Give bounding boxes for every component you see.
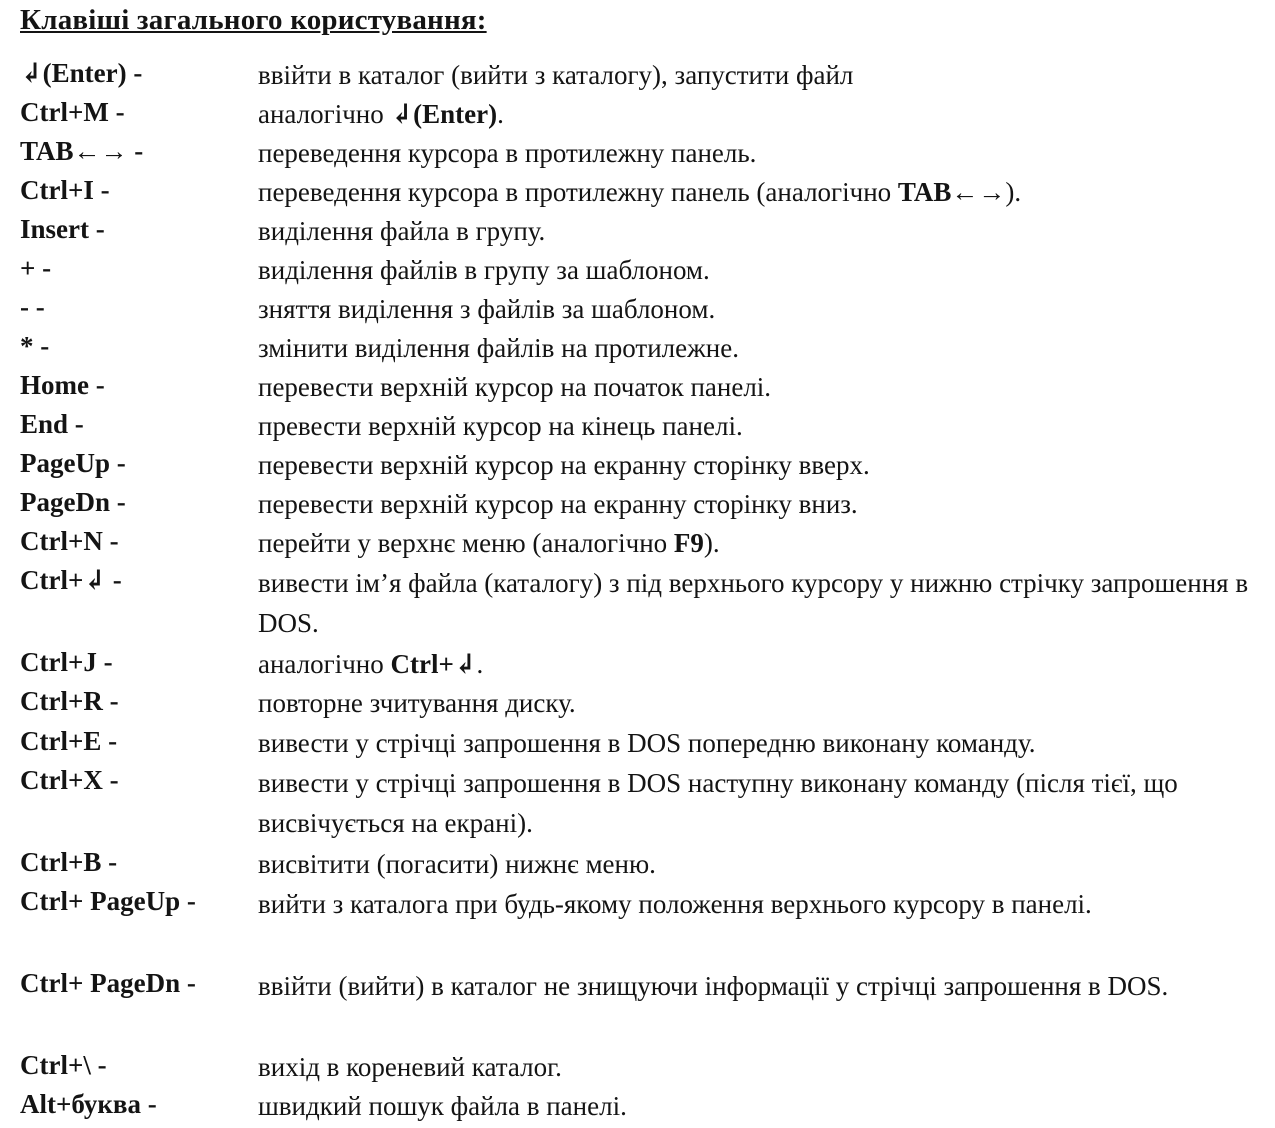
shortcut-description: перевести верхній курсор на початок панелі. [258, 372, 772, 402]
shortcut-description: зняття виділення з файлів за шаблоном. [258, 294, 716, 324]
shortcut-description: ввійти (вийти) в каталог не знищуючи інформації у стрічці запрошення в DOS. [258, 971, 1169, 1001]
shortcut-description: вивести ім’я файла (каталогу) з під верхнього курсору у нижню стрічку запрошення в DOS. [258, 568, 1249, 638]
shortcut-key: Ctrl+E - [20, 726, 118, 756]
shortcut-key: ↲(Enter) - [20, 58, 143, 88]
shortcut-key: Ctrl+N - [20, 526, 119, 556]
shortcut-key: Ctrl+J - [20, 647, 113, 677]
page-title: Клавіші загального користування: [20, 4, 487, 36]
shortcut-key: * - [20, 331, 50, 361]
inline-key-reference: TAB←→ [897, 177, 1006, 207]
shortcut-key: + - [20, 253, 52, 283]
shortcut-key: Ctrl+M - [20, 97, 125, 127]
shortcut-description: аналогічно ↲(Enter). [258, 99, 504, 129]
shortcut-key: Ctrl+↲ - [20, 565, 122, 595]
shortcut-description: вивести у стрічці запрошення в DOS наступну виконану команду (після тієї, що висвічується на екрані). [258, 768, 1178, 838]
shortcut-description: повторне зчитування диску. [258, 688, 576, 718]
shortcut-description: превести верхній курсор на кінець панелі. [258, 411, 743, 441]
shortcut-description: перевести верхній курсор на екранну сторінку вверх. [258, 450, 870, 480]
shortcut-description: вивести у стрічці запрошення в DOS попередню виконану команду. [258, 728, 1036, 758]
shortcut-key: Ctrl+I - [20, 175, 110, 205]
shortcut-description: виділення файла в групу. [258, 216, 546, 246]
inline-key-reference: ↲(Enter) [390, 99, 498, 129]
shortcut-description: вихід в кореневий каталог. [258, 1052, 562, 1082]
shortcut-key: PageUp - [20, 448, 126, 478]
inline-key-reference: Ctrl+↲ [390, 649, 477, 679]
shortcut-key: TAB←→ - [20, 136, 144, 166]
shortcut-key: End - [20, 409, 84, 439]
shortcut-description: вийти з каталога при будь-якому положення верхнього курсору в панелі. [258, 889, 1092, 919]
shortcut-key: Ctrl+B - [20, 847, 118, 877]
inline-key-reference: F9 [673, 528, 704, 558]
shortcut-description: висвітити (погасити) нижнє меню. [258, 849, 656, 879]
shortcut-key: Home - [20, 370, 105, 400]
shortcut-description: аналогічно Ctrl+↲. [258, 649, 484, 679]
shortcut-description: швидкий пошук файла в панелі. [258, 1091, 627, 1121]
shortcut-key: Ctrl+ PageDn - [20, 968, 196, 998]
shortcut-key: Ctrl+\ - [20, 1050, 107, 1080]
shortcut-description: змінити виділення файлів на протилежне. [258, 333, 739, 363]
shortcut-description: виділення файлів в групу за шаблоном. [258, 255, 710, 285]
shortcut-key: PageDn - [20, 487, 126, 517]
shortcut-description: перевести верхній курсор на екранну сторінку вниз. [258, 489, 858, 519]
shortcut-description: перейти у верхнє меню (аналогічно F9). [258, 528, 720, 558]
shortcut-key: Alt+буква - [20, 1089, 157, 1119]
shortcut-description: переведення курсора в протилежну панель. [258, 138, 757, 168]
shortcut-description: переведення курсора в протилежну панель (аналогічно TAB←→). [258, 177, 1022, 207]
shortcut-description: ввійти в каталог (вийти з каталогу), запустити файл [258, 60, 854, 90]
shortcut-key: Insert - [20, 214, 105, 244]
shortcut-key: Ctrl+R - [20, 686, 119, 716]
shortcut-key: Ctrl+ PageUp - [20, 886, 196, 916]
shortcut-key: Ctrl+X - [20, 765, 119, 795]
shortcut-key: - - [20, 292, 45, 322]
